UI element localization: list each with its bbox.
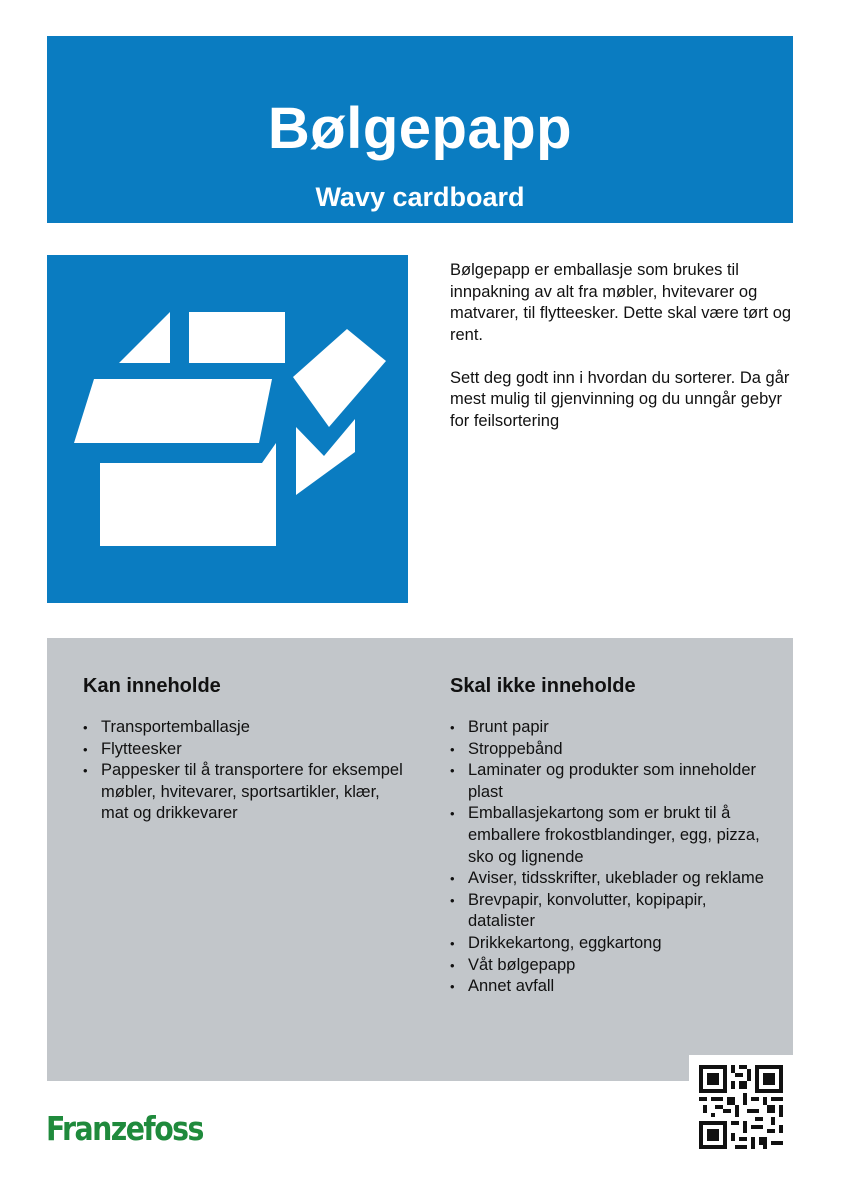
list-item: • Drikkekartong, eggkartong	[450, 933, 770, 955]
intro-text	[450, 260, 795, 454]
page-title: Bølgepapp	[267, 96, 573, 161]
list-item: • Aviser, tidsskrifter, ukeblader og reklame	[450, 868, 770, 890]
intro-paragraph: Bølgepapp er emballasje som brukes til innpakning av alt fra møbler, hvitevarer og matvarer, til flytteesker. Dette skal være tørt og rent.	[450, 261, 792, 344]
cannot-contain-column	[450, 674, 770, 998]
cannot-contain-list	[450, 717, 770, 998]
cardboard-box-pictogram	[47, 255, 408, 603]
page-subtitle: Wavy cardboard	[315, 182, 525, 212]
list-item: • Emballasjekartong som er brukt til å emballere frokostblandinger, egg, pizza, sko og lignende	[450, 804, 760, 866]
list-item: • Stroppebånd	[450, 739, 770, 761]
intro-paragraph: Sett deg godt inn i hvordan du sorterer. Da går mest mulig til gjenvinning og du unngår gebyr for feilsortering	[450, 368, 790, 430]
bullet-icon: •	[450, 979, 455, 995]
bullet-icon: •	[450, 892, 455, 908]
qr-code-tile	[689, 1055, 793, 1155]
bullet-icon: •	[450, 741, 455, 757]
list-item: • Pappesker til å transportere for eksempel møbler, hvitevarer, sportsartikler, klær, mat og drikkevarer	[83, 761, 403, 823]
cardboard-box-icon	[47, 255, 408, 603]
cannot-contain-heading: Skal ikke inneholde	[450, 675, 636, 697]
sorting-panel	[47, 638, 793, 1081]
bullet-icon: •	[450, 957, 455, 973]
bullet-icon: •	[83, 720, 88, 735]
list-item: • Våt bølgepapp	[450, 955, 770, 977]
list-item: • Brunt papir	[450, 717, 770, 739]
list-item: • Laminater og produkter som inneholder plast	[450, 761, 757, 801]
list-item: • Transportemballasje	[83, 717, 403, 739]
bullet-icon: •	[83, 741, 88, 757]
bullet-icon: •	[450, 935, 455, 951]
list-item: • Flytteesker	[83, 739, 403, 761]
can-contain-heading: Kan inneholde	[83, 675, 221, 697]
list-item: • Annet avfall	[450, 976, 770, 998]
bullet-icon: •	[450, 720, 455, 735]
header-banner	[47, 36, 793, 223]
bullet-icon: •	[450, 871, 455, 887]
bullet-icon: •	[450, 763, 455, 779]
bullet-icon: •	[83, 763, 88, 779]
can-contain-list	[83, 717, 403, 825]
bullet-icon: •	[450, 806, 455, 822]
qr-code-icon	[699, 1065, 783, 1149]
can-contain-column	[83, 674, 403, 825]
franzefoss-logo: Franzefoss	[46, 1109, 203, 1148]
list-item: • Brevpapir, konvolutter, kopipapir, datalister	[450, 890, 707, 931]
